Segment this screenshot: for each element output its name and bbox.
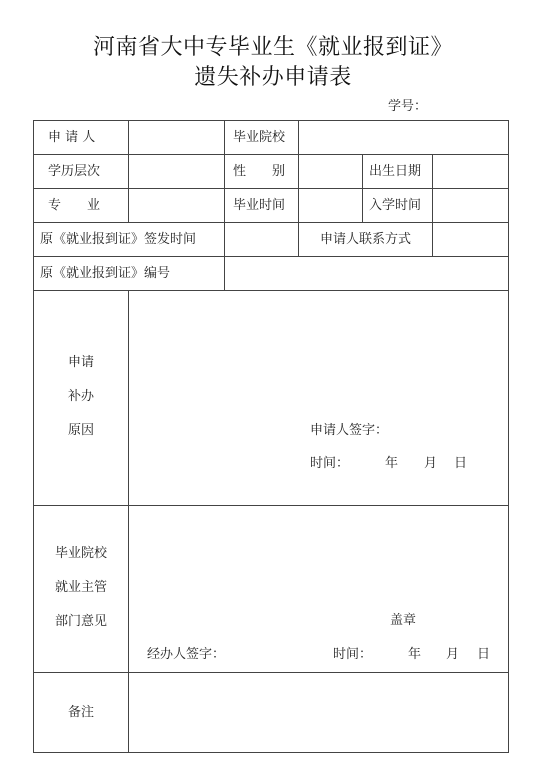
student-number-label: 学号： [388, 99, 428, 114]
opinion-year-label: 年 [408, 647, 422, 662]
reason-date-label: 时间： [310, 456, 350, 471]
seal-label: 盖章 [390, 613, 417, 628]
table-border-right [508, 120, 509, 753]
issue-time-field[interactable] [225, 223, 298, 256]
issue-time-label: 原《就业报到证》签发时间 [40, 232, 197, 247]
opinion-label-line: 毕业院校 [54, 546, 107, 561]
reason-field[interactable] [129, 291, 508, 421]
table-border-bottom [33, 752, 509, 753]
remarks-field[interactable] [129, 673, 508, 752]
reason-label-line: 补办 [67, 389, 94, 404]
applicant-signature-label: 申请人签字： [310, 423, 389, 438]
school-label: 毕业院校 [233, 130, 286, 145]
school-field[interactable] [299, 121, 508, 154]
graduation-time-label: 毕业时间 [233, 198, 286, 213]
opinion-label [34, 537, 128, 639]
reason-label [34, 346, 128, 448]
reason-label-line: 申请 [67, 355, 94, 370]
certificate-number-field[interactable] [225, 257, 508, 290]
remarks-label: 备注 [67, 705, 94, 720]
opinion-date-label: 时间： [333, 647, 373, 662]
major-field[interactable] [129, 189, 224, 222]
handler-signature-field[interactable] [232, 644, 322, 664]
contact-field[interactable] [433, 223, 508, 256]
applicant-label: 申 请 人 [48, 130, 96, 145]
form-title-line-2: 遗失补办申请表 [194, 65, 352, 90]
enrollment-time-field[interactable] [433, 189, 508, 222]
enrollment-time-label: 入学时间 [369, 198, 422, 213]
reason-label-line: 原因 [67, 423, 94, 438]
form-title-line-1: 河南省大中专毕业生《就业报到证》 [92, 35, 453, 60]
contact-label: 申请人联系方式 [319, 232, 411, 247]
opinion-day-label: 日 [477, 647, 491, 662]
handler-signature-label: 经办人签字： [147, 647, 226, 662]
gender-field[interactable] [299, 155, 362, 188]
opinion-label-line: 部门意见 [54, 614, 107, 629]
opinion-field[interactable] [129, 506, 508, 606]
opinion-label-line: 就业主管 [54, 580, 107, 595]
opinion-month-label: 月 [446, 647, 460, 662]
applicant-signature-field[interactable] [395, 420, 505, 440]
certificate-number-label: 原《就业报到证》编号 [40, 266, 171, 281]
birth-date-label: 出生日期 [369, 164, 422, 179]
graduation-time-field[interactable] [299, 189, 362, 222]
reason-year-label: 年 [385, 456, 399, 471]
major-label: 专 业 [48, 198, 101, 213]
birth-date-field[interactable] [433, 155, 508, 188]
reason-month-label: 月 [424, 456, 438, 471]
applicant-field[interactable] [129, 121, 224, 154]
reason-day-label: 日 [454, 456, 468, 471]
gender-label: 性 别 [233, 164, 286, 179]
education-label: 学历层次 [48, 164, 101, 179]
education-field[interactable] [129, 155, 224, 188]
